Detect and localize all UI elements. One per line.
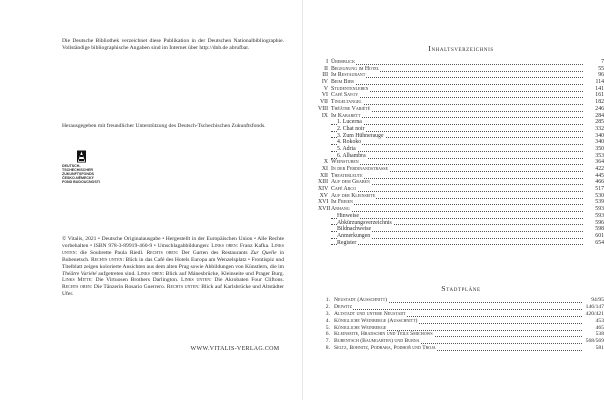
toc-entry-title: Begegnung im Hotel: [331, 65, 380, 72]
map-entry-number: 1.: [325, 297, 330, 303]
toc-entry-page: 340: [584, 133, 604, 140]
toc-entry: [318, 153, 604, 160]
map-entry: [318, 297, 604, 304]
toc-entry-title: Theaterleute: [331, 172, 363, 179]
map-entry: [318, 318, 604, 325]
map-entry-title: Bubentsch (Baumgarten) und Bubna: [334, 338, 420, 345]
toc-entry-number: XVII: [318, 206, 331, 213]
toc-entry-title: Théâtre Variété: [331, 105, 371, 112]
map-entry-number: 5.: [325, 324, 330, 331]
toc-entry-number: IV: [321, 79, 328, 86]
toc-entry-title: Weinstuben: [331, 159, 359, 166]
toc-entry-title: 4. Rokoko: [337, 139, 362, 146]
toc-entry-title: Studentenleben: [331, 85, 369, 92]
toc-entry: [318, 66, 604, 73]
toc-entry-title: Tingeltangel: [331, 99, 362, 106]
toc-entry-page: 593: [584, 213, 604, 220]
toc-entry: [318, 119, 604, 126]
toc-entry: [318, 220, 604, 227]
toc-entry-number: VI: [321, 92, 328, 99]
toc-entry-title: Auf der Kleinseite: [331, 192, 376, 199]
toc-entry-page: 55: [584, 66, 604, 73]
toc-entry: [318, 193, 604, 200]
map-entry: [318, 345, 604, 352]
toc-entry-number: V: [323, 85, 328, 92]
map-entry-title: Neustadt (Ausschnitt): [334, 297, 388, 303]
copyright-block: © Vitalis, 2021 • Deutsche Originalausgabe • Hergestellt in der Europäischen Union • Alle Rechte vorbehalten • ISBN 978-3-89919-460-9 • Umschlagabbildungen: Links oben: Franz Kafka. Links unten: die Soubrette Paula Riedl. Rechts oben: Der Garten des Restaurants Zur Quelle in Bubenetsch. Rechts unten: Blick in das Café des Hotels Europa am Wenzelsplatz • Frontispiz und Titelblatt zeigen kolorierte Ansichten aus dem alten Prag sowie Abbildungen von Künstlern, die im Théâtre Variété aufgetreten sind. Links oben: Blick auf Mánesbrücke, Kleinseite und Prager Burg. Links Mitte: Die Virtuosen Brothers Darlington. Links unten: Die Akrobaten Four Cliftons. Rechts oben: Die Tänzerin Rosario Guerrero. Rechts unten: Blick auf Karlsbrücke und Altstädter Ufer.: [62, 236, 285, 298]
toc-entry-page: 593: [584, 206, 604, 213]
map-entry-page: 465: [582, 325, 604, 332]
toc-entry: [318, 106, 604, 113]
toc-entry: [318, 146, 604, 153]
map-entry: [318, 304, 604, 311]
toc-entry-title: Auf dem Graben: [331, 179, 370, 186]
bibliographic-note: Die Deutsche Bibliothek verzeichnet diese Publikation in der Deutschen Nationalbibliographie. Vollständige bibliographische Angaben sind im Internet über http://dnb.de abrufbar.: [62, 38, 284, 51]
map-entry-page: 453: [582, 318, 604, 325]
toc-entry: [318, 173, 604, 180]
map-entry-title: Seltz, Bohnitz, Podbaba, Podhoř und Troja: [334, 345, 436, 352]
toc-entry-title: 2. Chat noir: [337, 125, 365, 132]
toc-entry: [318, 59, 604, 66]
toc-entry: [318, 126, 604, 133]
toc-entry-number: I: [326, 59, 328, 65]
toc-entry-title: Überblick: [331, 59, 355, 65]
toc-entry-title: Bildnachweise: [337, 226, 372, 233]
support-note: Herausgegeben mit freundlicher Unterstützung des Deutsch-Tschechischen Zukunftsfonds.: [62, 123, 266, 129]
toc-entry-page: 466: [584, 179, 604, 186]
map-entry-number: 7.: [325, 338, 330, 345]
toc-entry-number: XV: [319, 192, 328, 199]
toc-entry-page: 596: [584, 220, 604, 227]
toc-entry: [318, 233, 604, 240]
zukunftsfonds-logo-icon: [62, 150, 102, 164]
toc-entry-page: 284: [584, 113, 604, 120]
toc-entry-title: 1. Lucerna: [337, 119, 362, 126]
publisher-website: WWW.VITALIS-VERLAG.COM: [190, 346, 280, 352]
toc-entry-page: 539: [584, 199, 604, 206]
toc-entry-page: 246: [584, 106, 604, 113]
map-entry-title: Altstadt und untere Neustadt: [334, 310, 406, 317]
toc-entry: [318, 99, 604, 106]
toc-entry-title: 5. Adria: [337, 145, 356, 152]
toc-leader-dots: [331, 244, 583, 245]
toc-entry-page: 530: [584, 193, 604, 200]
map-entry: [318, 311, 604, 318]
toc-entry: [318, 92, 604, 99]
toc-entry-page: 114: [584, 79, 604, 86]
toc-entry-number: XVI: [318, 199, 329, 206]
toc-entry-page: 285: [584, 119, 604, 126]
map-entry-title: Königliche Weinberge (Ausschnitt): [334, 317, 418, 324]
toc-entry: [318, 79, 604, 86]
toc-entry: [318, 166, 604, 173]
map-entry-page: 568/569: [582, 338, 604, 345]
toc-entry-page: 332: [584, 126, 604, 133]
toc-entry: [318, 159, 604, 166]
toc-entry: [318, 86, 604, 93]
map-leader-dots: [334, 309, 582, 310]
maps-list: [318, 297, 604, 352]
toc-entry-title: Café Arco: [331, 186, 356, 193]
toc-entry: [318, 206, 604, 213]
toc-entry: [318, 213, 604, 220]
toc-entry-title: Im Kabarett: [331, 112, 361, 119]
toc-entry: [318, 72, 604, 79]
toc-entry-page: 517: [584, 186, 604, 193]
toc-entry: [318, 179, 604, 186]
map-entry-title: Kleinseite, Hradschin und Teile Smichows: [334, 331, 433, 338]
toc-entry-title: 6. Alhambra: [337, 152, 366, 159]
page-gutter: [302, 0, 303, 400]
toc-entry-title: In der Ferdinandstrasse: [331, 166, 388, 172]
toc-heading: Inhaltsverzeichnis: [428, 44, 494, 53]
toc-entry-number: VIII: [318, 105, 328, 112]
toc-entry-title: Beim Bier: [331, 79, 354, 86]
map-entry-page: 420/421: [582, 311, 604, 318]
toc-entry-number: XIII: [318, 179, 328, 186]
toc-entry-page: 340: [584, 139, 604, 146]
toc-entry-page: 353: [584, 153, 604, 160]
toc-entry-page: 422: [584, 166, 604, 173]
toc-entry-number: II: [324, 65, 328, 72]
map-entry-page: 538: [582, 331, 604, 338]
toc-entry: [318, 139, 604, 146]
toc-entry-title: 3. Zum Hühnerauge: [337, 132, 384, 139]
toc-entry-title: Anhang: [331, 206, 350, 213]
toc-entry-page: 141: [584, 86, 604, 93]
map-entry: [318, 338, 604, 345]
toc-entry-page: 350: [584, 146, 604, 153]
map-entry-number: 4.: [325, 317, 330, 324]
zukunftsfonds-logo: [62, 150, 102, 185]
toc-entry-title: Im Restaurant: [331, 72, 366, 79]
map-entry-number: 2.: [325, 303, 330, 310]
toc-entry-number: XI: [321, 166, 328, 172]
toc-entry-title: Anmerkungen: [337, 232, 371, 239]
toc-entry-page: 654: [584, 240, 604, 247]
toc-entry-number: X: [323, 159, 328, 166]
toc-entry: [318, 240, 604, 247]
logo-text: DEUTSCH-TSCHECHISCHER ZUKUNFTSFONDS ČESKO-NĚMECKÝ FOND BUDOUCNOSTI: [62, 164, 100, 185]
map-entry-number: 8.: [325, 345, 330, 352]
toc-entry: [318, 133, 604, 140]
toc-entry-page: 445: [584, 173, 604, 180]
toc-entry-page: 161: [584, 92, 604, 99]
map-entry-title: Dejwitz: [334, 303, 353, 310]
map-entry-page: 94/95: [582, 297, 604, 304]
toc-entry-number: VII: [319, 99, 328, 106]
toc-entry-page: 7: [584, 59, 604, 66]
toc-entry-page: 598: [584, 226, 604, 233]
toc-entry-page: 364: [584, 159, 604, 166]
toc-list: [318, 59, 604, 246]
toc-entry-title: Hinweise: [337, 212, 359, 219]
map-entry-number: 6.: [325, 331, 330, 338]
toc-entry-title: Café Savoy: [331, 92, 359, 99]
toc-entry-number: III: [322, 72, 328, 79]
toc-entry-page: 96: [584, 72, 604, 79]
toc-entry: [318, 199, 604, 206]
map-entry-page: 146/147: [582, 304, 604, 311]
toc-entry-number: XIV: [318, 186, 329, 193]
toc-entry-page: 182: [584, 99, 604, 106]
map-entry-number: 3.: [325, 310, 330, 317]
maps-heading: Stadtpläne: [441, 284, 481, 293]
toc-entry-number: IX: [321, 112, 328, 119]
toc-entry: [318, 186, 604, 193]
toc-entry-title: Register: [337, 239, 357, 246]
toc-entry: [318, 113, 604, 120]
toc-entry-number: XII: [319, 172, 328, 179]
toc-entry-title: Abkürzungsverzeichnis: [337, 219, 392, 226]
map-entry: [318, 325, 604, 332]
toc-entry-page: 601: [584, 233, 604, 240]
map-entry-page: 581: [582, 345, 604, 352]
toc-entry: [318, 226, 604, 233]
toc-entry-title: Im Freien: [331, 199, 353, 206]
map-entry-title: Königliche Weinberge: [334, 324, 387, 331]
